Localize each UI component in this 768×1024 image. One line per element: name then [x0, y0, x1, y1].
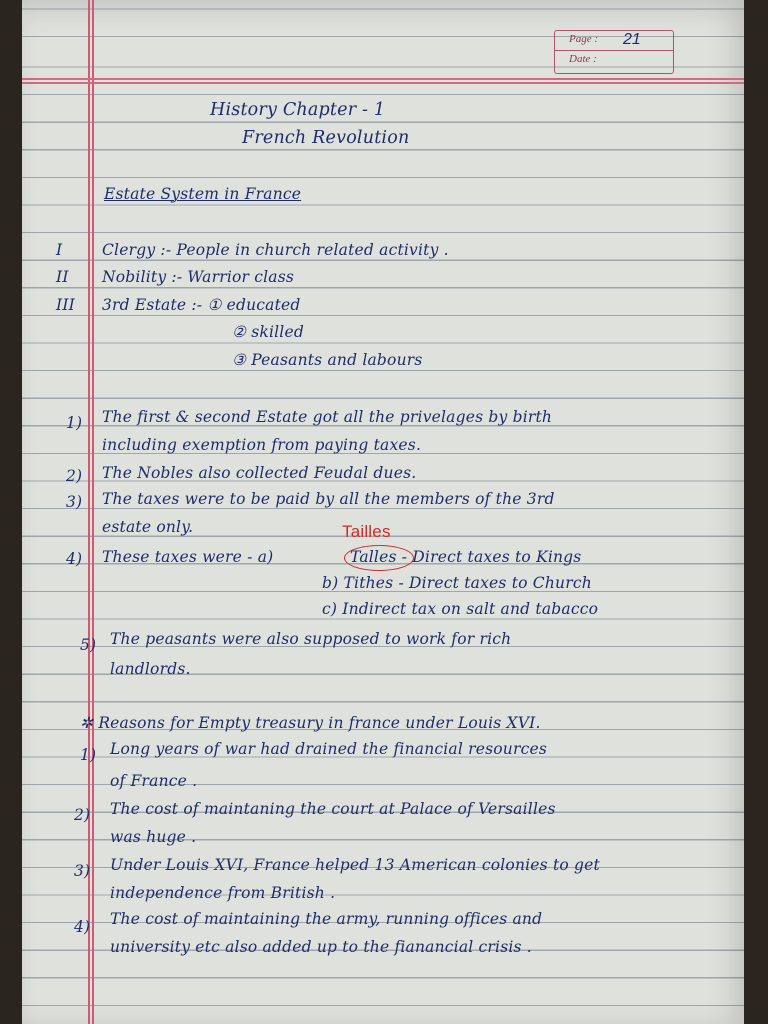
estate-1: Clergy :- People in church related activity .: [102, 241, 449, 259]
page-title: History Chapter - 1: [210, 100, 386, 120]
third-estate-item: ② skilled: [232, 323, 304, 341]
header-rule-2: [22, 82, 744, 84]
point-line: These taxes were - a): [102, 548, 274, 566]
reason-line: independence from British .: [110, 884, 336, 902]
date-label: Date :: [569, 53, 597, 65]
reason-line: of France .: [110, 772, 198, 790]
estate-num-3: III: [56, 296, 75, 314]
reason-num: 3): [74, 862, 91, 880]
reason-num: 1): [80, 746, 97, 764]
tax-item: b) Tithes - Direct taxes to Church: [322, 574, 592, 592]
tax-item: Talles - Direct taxes to Kings: [350, 548, 582, 566]
reason-num: 4): [74, 918, 91, 936]
section-heading: Estate System in France: [104, 185, 302, 203]
point-num: 3): [66, 493, 83, 511]
correction-text: Tailles: [342, 522, 391, 541]
point-line: The first & second Estate got all the privelages by birth: [102, 408, 553, 426]
point-num: 1): [66, 414, 83, 432]
tax-item: c) Indirect tax on salt and tabacco: [322, 600, 599, 618]
page-number: 21: [623, 31, 641, 48]
third-estate-item: ③ Peasants and labours: [232, 351, 423, 369]
page-date-box: [554, 30, 674, 74]
point-line: including exemption from paying taxes.: [102, 436, 422, 454]
estate-num-2: II: [56, 268, 69, 286]
reason-line: Under Louis XVI, France helped 13 American colonies to get: [110, 856, 600, 874]
reason-line: university etc also added up to the fianancial crisis .: [110, 938, 532, 956]
estate-3: 3rd Estate :- ① educated: [102, 296, 301, 314]
point-line: estate only.: [102, 518, 194, 536]
reasons-heading: ✲ Reasons for Empty treasury in france under Louis XVI.: [80, 714, 541, 732]
page-label: Page :: [569, 33, 599, 45]
point-num: 2): [66, 467, 83, 485]
reason-line: The cost of maintaining the army, running offices and: [110, 910, 543, 928]
point-num: 4): [66, 550, 83, 568]
left-margin-line-2: [92, 0, 94, 1024]
reason-line: Long years of war had drained the financial resources: [110, 740, 548, 758]
reason-num: 2): [74, 806, 91, 824]
estate-num-1: I: [56, 241, 63, 259]
point-num: 5): [80, 636, 97, 654]
header-rule: [22, 78, 744, 80]
notebook-page: [22, 0, 744, 1024]
point-line: The taxes were to be paid by all the members of the 3rd: [102, 490, 555, 508]
reason-line: was huge .: [110, 828, 197, 846]
page-subtitle: French Revolution: [242, 128, 410, 148]
estate-2: Nobility :- Warrior class: [102, 268, 295, 286]
point-line: landlords.: [110, 660, 191, 678]
point-line: The peasants were also supposed to work for rich: [110, 630, 512, 648]
point-line: The Nobles also collected Feudal dues.: [102, 464, 417, 482]
reason-line: The cost of maintaning the court at Palace of Versailles: [110, 800, 556, 818]
